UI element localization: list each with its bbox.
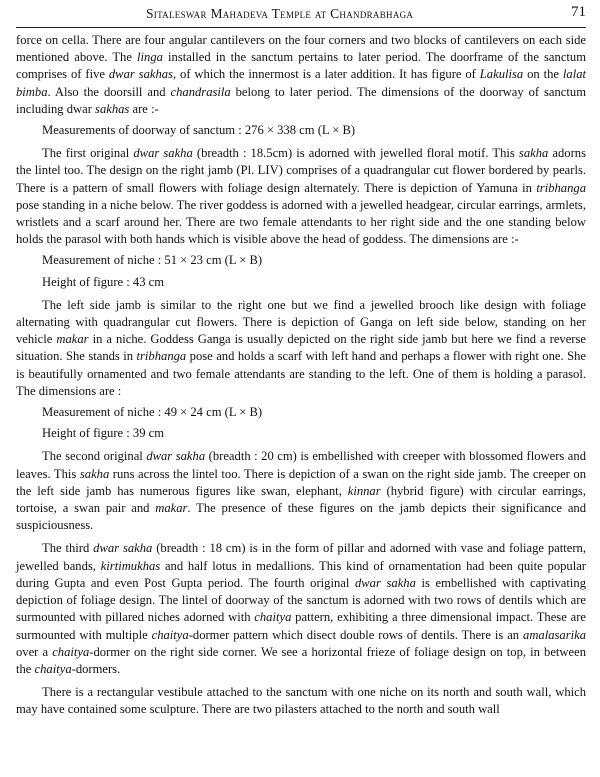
text-run: is embellished with captivating depiction of foliage design. The lintel of doorway of the sanctum is adorned with two rows of dentils which are surmounted with pillared niches adorned with bbox=[16, 575, 586, 625]
italic-term: tribhanga bbox=[136, 349, 187, 364]
measurement-doorway bbox=[16, 122, 586, 139]
text-run: The first original bbox=[42, 146, 134, 161]
text-run: There is a rectangular vestibule attached to the sanctum with one niche on its north and south wall, which may have contained some sculpture. There are two pilasters attached to the north and south wall bbox=[16, 685, 586, 717]
text-run: pose standing in a niche below. The river goddess is adorned with a jewelled headgear, circular earrings, armlets, wristlets and a scarf around her. There are two female attendants to her right side and the one standing below holds the parasol with both hands which is visible above the head of goddess. The dimensions are :- bbox=[16, 197, 586, 247]
italic-term: lalat bimba bbox=[16, 67, 586, 99]
text-run: adorns the lintel too. The design on the right jamb (Pl. LIV) comprises of a quadrangular cut flower bordered by pearls. There is a pattern of small flowers with foliage design alternately. There is depiction of Yamuna in bbox=[16, 146, 586, 195]
text-run: The left side jamb is similar to the right one but we find a jewelled brooch like design with foliage alternating with quadrangular cut flowers. There is depiction of Ganga on left side below, standing on her vehicle bbox=[16, 297, 586, 347]
paragraph-third-dwar-sakha bbox=[16, 540, 586, 678]
italic-term: amalasarika bbox=[523, 627, 586, 642]
running-title: Sitaleswar Mahadeva Temple at Chandrabhaga bbox=[146, 6, 414, 21]
text-run: are :- bbox=[129, 101, 159, 116]
text-run: , of which the innermost is a later addition. It has figure of bbox=[172, 67, 480, 82]
text-run: Measurement of niche : 49 × 24 cm (L × B) bbox=[42, 405, 263, 420]
text-run: and half lotus in medallions. This kind of ornamentation had been quite popular during Gupta and even Post Gupta period. The fourth original bbox=[16, 558, 586, 590]
text-run: Height of figure : 39 cm bbox=[42, 426, 165, 441]
text-run: on the bbox=[523, 67, 563, 82]
text-run: pose and holds a scarf with left hand and perhaps a flower with right one. She is beautifully ornamented and two female attendants are standing to the left. One of them is holding a parasol. The dimensions are : bbox=[16, 349, 586, 398]
italic-term: chaitya bbox=[151, 627, 189, 642]
text-run: (breadth : 18.5cm) is adorned with jewelled floral motif. This bbox=[192, 146, 519, 161]
italic-term: kirtimukhas bbox=[100, 558, 161, 573]
text-run: . The presence of these figures on the jamb depicts their significance and suspiciousness. bbox=[16, 501, 586, 533]
italic-term: makar bbox=[56, 332, 89, 347]
measurement-height-ganga bbox=[16, 425, 586, 442]
text-run: belong to later period. The dimensions of the doorway of sanctum including dwar bbox=[16, 84, 586, 116]
measurement-niche-ganga bbox=[16, 404, 586, 421]
text-run: runs across the lintel too. There is depiction of a swan on the right side jamb. The creeper on the left side jamb has numerous figures like swan, elephant, bbox=[16, 466, 586, 498]
paragraph-first-dwar-sakha bbox=[16, 145, 586, 248]
italic-term: sakha bbox=[79, 466, 110, 481]
text-run: Height of figure : 43 cm bbox=[42, 274, 165, 289]
italic-term: chandrasila bbox=[170, 84, 231, 99]
italic-term: dwar sakhas bbox=[108, 67, 173, 82]
italic-term: Lakulisa bbox=[479, 67, 524, 82]
book-page bbox=[16, 0, 586, 777]
text-run: (breadth : 18 cm) is in the form of pillar and adorned with vase and foliage pattern, jewelled bands, bbox=[16, 541, 586, 573]
header-rule bbox=[16, 27, 586, 28]
body-text bbox=[16, 32, 586, 719]
italic-term: linga bbox=[137, 50, 163, 65]
text-run: The second original bbox=[42, 449, 147, 464]
text-run: installed in the sanctum pertains to later period. The doorframe of the sanctum comprises of five bbox=[16, 50, 586, 82]
italic-term: sakhas bbox=[95, 101, 130, 116]
italic-term: dwar sakha bbox=[93, 541, 153, 556]
text-run: in a niche. Goddess Ganga is usually depicted on the right side jamb but here we find a reverse situation. She stands in bbox=[16, 332, 586, 364]
paragraph-second-dwar-sakha bbox=[16, 448, 586, 534]
page-number: 71 bbox=[571, 4, 586, 20]
italic-term: tribhanga bbox=[536, 180, 586, 195]
text-run: Measurement of niche : 51 × 23 cm (L × B) bbox=[42, 253, 263, 268]
running-header bbox=[16, 3, 586, 27]
text-run: . Also the doorsill and bbox=[47, 84, 171, 99]
paragraph-cella bbox=[16, 32, 586, 118]
text-run: The third bbox=[42, 541, 94, 556]
text-run: -dormer pattern which disect double rows of dentils. There is an bbox=[188, 627, 524, 642]
text-run: (hybrid figure) with circular earrings, tortoise, a swan pair and bbox=[16, 483, 586, 516]
text-run: pattern, exhibiting a three dimensional impact. These are surmounted with multiple bbox=[16, 610, 586, 642]
text-run: Measurements of doorway of sanctum : 276 × 338 cm (L × B) bbox=[42, 123, 356, 138]
italic-term: kinnar bbox=[347, 483, 381, 498]
text-run: -dormers. bbox=[71, 661, 121, 676]
paragraph-vestibule bbox=[16, 684, 586, 718]
italic-term: sakha bbox=[518, 146, 549, 161]
measurement-height-yamuna bbox=[16, 274, 586, 291]
text-run: -dormer on the right side corner. We see a horizontal frieze of foliage design on top, in between the bbox=[16, 644, 587, 676]
italic-term: makar bbox=[155, 501, 188, 516]
italic-term: dwar sakha bbox=[133, 146, 193, 161]
text-run: over a bbox=[16, 644, 53, 659]
italic-term: chaitya bbox=[34, 661, 72, 676]
paragraph-left-jamb bbox=[16, 297, 586, 400]
italic-term: chaitya bbox=[52, 644, 90, 659]
italic-term: dwar sakha bbox=[354, 575, 416, 590]
text-run: force on cella. There are four angular cantilevers on the four corners and two blocks of cantilevers on each side mentioned above. The bbox=[16, 33, 586, 65]
italic-term: dwar sakha bbox=[146, 449, 206, 464]
measurement-niche-yamuna bbox=[16, 252, 586, 269]
italic-term: chaitya bbox=[254, 610, 292, 625]
text-run: (breadth : 20 cm) is embellished with creeper with blossomed flowers and leaves. This bbox=[16, 449, 586, 481]
